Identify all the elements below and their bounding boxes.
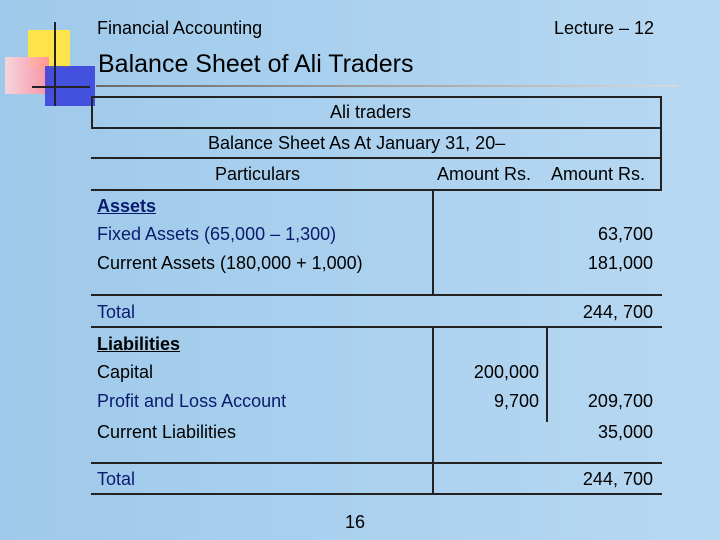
table-row-label: Fixed Assets (65,000 – 1,300): [97, 224, 337, 244]
assets-total-amount: 244, 700: [582, 302, 653, 322]
table-cell-amount: 200,000: [473, 362, 539, 382]
page-number: 16: [345, 512, 366, 532]
column-header-amount-1: Amount Rs.: [437, 164, 532, 184]
column-divider: [432, 326, 434, 494]
liabilities-heading: Liabilities: [97, 334, 181, 354]
table-row-label: Current Assets (180,000 + 1,000): [97, 253, 363, 273]
logo-horizontal-line: [32, 86, 90, 88]
table-row-divider: [91, 127, 662, 129]
table-row-label: Capital: [97, 362, 154, 382]
column-header-amount-2: Amount Rs.: [551, 164, 646, 184]
statement-title: Balance Sheet As At January 31, 20–: [208, 133, 506, 153]
title-underline: [96, 85, 678, 87]
liabilities-total-label: Total: [97, 469, 136, 489]
assets-heading: Assets: [97, 196, 157, 216]
table-row-label: Profit and Loss Account: [97, 391, 287, 411]
column-divider: [432, 189, 434, 295]
table-cell-amount: 35,000: [597, 422, 653, 442]
table-cell-amount: 209,700: [587, 391, 653, 411]
table-header-bottom: [91, 189, 662, 191]
company-name: Ali traders: [330, 102, 412, 122]
section-divider: [91, 326, 662, 328]
course-title: Financial Accounting: [97, 18, 263, 38]
table-border-right: [660, 96, 662, 190]
table-row-divider: [91, 157, 662, 159]
liabilities-total-amount: 244, 700: [582, 469, 653, 489]
table-cell-amount: 63,700: [597, 224, 653, 244]
table-cell-amount: 9,700: [493, 391, 539, 411]
slide-title: Balance Sheet of Ali Traders: [98, 50, 414, 78]
section-divider: [91, 462, 662, 464]
table-border-top: [91, 96, 662, 98]
table-cell-amount: 181,000: [587, 253, 653, 273]
lecture-label: Lecture – 12: [554, 18, 655, 38]
column-divider: [546, 326, 548, 422]
table-row-label: Current Liabilities: [97, 422, 237, 442]
column-header-particulars: Particulars: [215, 164, 301, 184]
assets-total-label: Total: [97, 302, 136, 322]
section-divider: [91, 294, 662, 296]
logo-red-square: [5, 57, 49, 94]
logo-vertical-line: [54, 22, 56, 106]
table-border-left: [91, 96, 93, 128]
table-border-bottom: [91, 493, 662, 495]
